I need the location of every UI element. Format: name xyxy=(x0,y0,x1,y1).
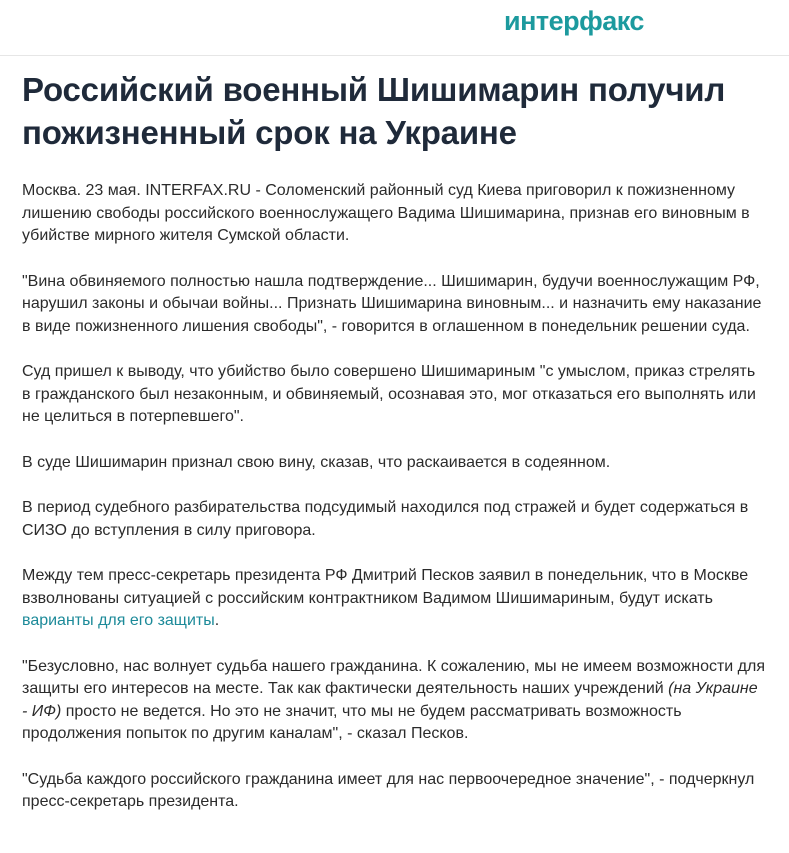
editor-note: (на Украине - ИФ) xyxy=(22,680,758,720)
article-title: Российский военный Шишимарин получил пожизненный срок на Украине xyxy=(22,71,726,151)
paragraph-6-text: Между тем пресс-секретарь президента РФ Дмитрий Песков заявил в понедельник, что в Москве взволнованы ситуацией с российским контрактником Вадимом Шишимариным, будут искать xyxy=(22,567,749,607)
paragraph-4: В суде Шишимарин признал свою вину, сказав, что раскаивается в содеянном. xyxy=(22,453,611,471)
paragraph-7-end: просто не ведется. Но это не значит, что мы не будем рассматривать возможность продолжения попыток по другим каналам", - сказал Песков. xyxy=(22,702,682,742)
paragraph-7-text: "Безусловно, нас волнует судьба нашего гражданина. К сожалению, мы не имеем возможности для защиты его интересов на месте. Так как фактически деятельность наших учреждений xyxy=(22,657,766,697)
paragraph-2: "Вина обвиняемого полностью нашла подтверждение... Шишимарин, будучи военнослужащим РФ, нарушил законы и обычаи войны... Признать Шишимарина виновным... и назначить ему наказание в виде пожизненного лишения свободы", - говорится в оглашенном в понедельник решении суда. xyxy=(22,272,762,335)
paragraph-5: В период судебного разбирательства подсудимый находился под стражей и будет содержаться в СИЗО до вступления в силу приговора. xyxy=(22,499,749,539)
paragraph-6 xyxy=(22,565,767,633)
article-container xyxy=(0,68,789,814)
paragraph-7 xyxy=(22,656,767,746)
protection-options-link[interactable]: варианты для его защиты xyxy=(22,612,215,629)
article-body xyxy=(22,180,767,814)
paragraph-1: Москва. 23 мая. INTERFAX.RU - Соломенский районный суд Киева приговорил к пожизненному лишению свободы российского военнослужащего Вадима Шишимарина, признав его виновным в убийстве мирного жителя Сумской области. xyxy=(22,182,750,244)
paragraph-8: "Судьба каждого российского гражданина имеет для нас первоочередное значение", - подчеркнул пресс-секретарь президента. xyxy=(22,770,755,810)
paragraph-3: Суд пришел к выводу, что убийство было совершено Шишимариным "с умыслом, приказ стрелять в гражданского был незаконным, и обвиняемый, осознавая это, мог отказаться его выполнять или не целиться в потерпевшего". xyxy=(22,363,756,425)
site-header xyxy=(0,0,789,56)
interfax-logo[interactable]: интерфакс xyxy=(504,6,644,36)
paragraph-6-end: . xyxy=(214,612,220,629)
